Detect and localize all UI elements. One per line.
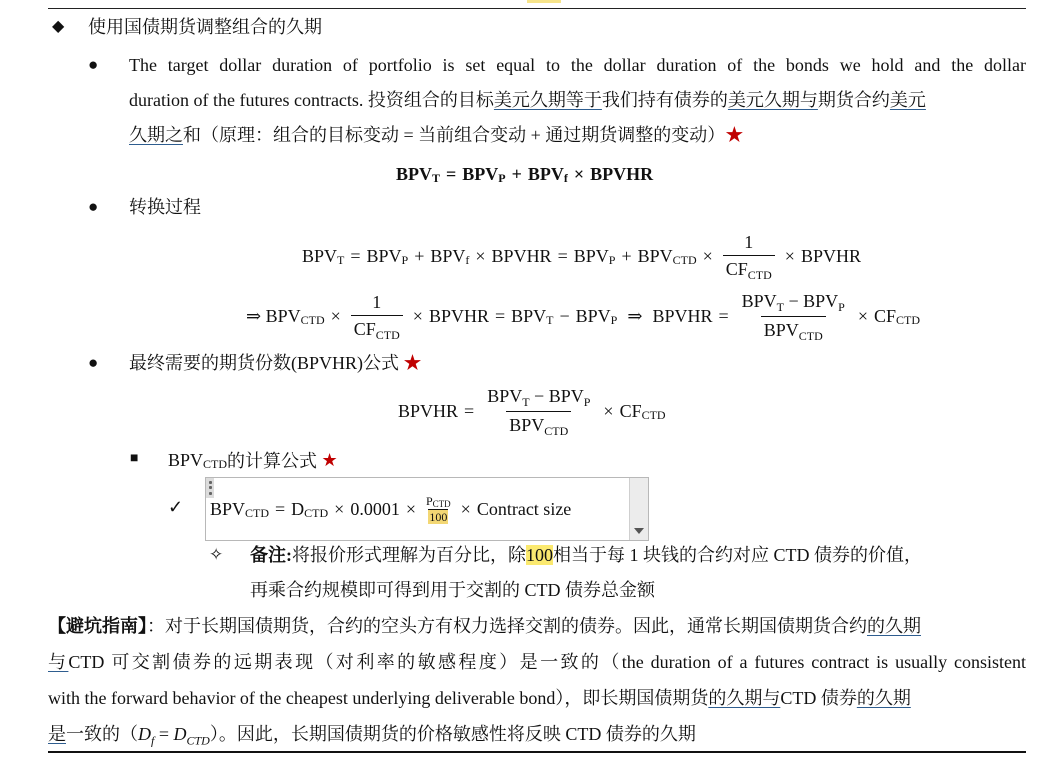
square-bullet-icon: ■ bbox=[130, 451, 139, 466]
star-outline-bullet-icon: ✧ bbox=[209, 545, 224, 564]
diamond-bullet-icon: ◆ bbox=[52, 18, 65, 35]
tip-line1: 【避坑指南】：对于长期国债期货，合约的空头方有权力选择交割的债券。因此，通常长期国债期货合约的久期 bbox=[48, 616, 921, 636]
equation-editor-box[interactable] bbox=[205, 477, 649, 541]
point4-text: BPV $_{CTD}$ 的计算公式 ★ bbox=[168, 449, 338, 471]
tip-line4: 是一致的$(D_f = D_{CTD})$。因此，长期国债期货的价格敏感性将反映 CTD 债券的久期 bbox=[48, 724, 696, 748]
star-icon: ★ bbox=[403, 353, 422, 373]
top-rule bbox=[48, 8, 1026, 9]
point1-line2: duration of the futures contracts. 投资组合的目标美元久期等于我们持有债券的美元久期与期货合约美元 bbox=[129, 90, 926, 110]
price-over-100: $\frac{P_{CTD}}{100}$ bbox=[425, 494, 451, 524]
highlight-mark bbox=[527, 0, 561, 3]
box-scrollbar[interactable] bbox=[629, 478, 648, 540]
bottom-rule bbox=[48, 751, 1026, 753]
point1-line3: 久期之和（原理：组合的目标变动 = 当前组合变动 + 通过期货调整的变动）★ bbox=[129, 125, 744, 145]
equation-transform-2: ⇒ BPV $_{CTD}$ × $\frac{1}{CF_{CTD}}$ × BPVHR = BPV $_T$ − BPV $_P$ ⇒ BPVHR = $\frac{BPV_T - BPV_P}{BPV_{CTD}}$ × CF $_{CTD}$ bbox=[246, 290, 921, 343]
bpv-ctd-formula: BPV $_{CTD}$ = D $_{CTD}$ × 0.0001 × $\frac{P_{CTD}}{100}$ × Contract size bbox=[210, 494, 572, 524]
note-line2: 再乘合约规模即可得到用于交割的 CTD 债券总金额 bbox=[250, 580, 655, 600]
equation-transform-1: BPV $_T$ = BPV $_P$ + BPV $_f$ × BPVHR = BPV $_P$ + BPV $_{CTD}$ × $\frac{1}{CF_{CTD}}$ × BPVHR bbox=[302, 231, 861, 282]
tip-line3: with the forward behavior of the cheapest underlying deliverable bond），即长期国债期货的久期与CTD 债券的久期 bbox=[48, 688, 911, 708]
point1-line1: The target dollar duration of portfolio is set equal to the dollar duration of the bonds we hold and the dollar bbox=[129, 55, 1026, 75]
dropdown-arrow-icon[interactable] bbox=[634, 528, 644, 534]
section-heading: 使用国债期货调整组合的久期 bbox=[88, 17, 322, 37]
equation-bpvhr: BPVHR = $\frac{BPV_T - BPV_P}{BPV_{CTD}}$ × CF $_{CTD}$ bbox=[398, 385, 666, 438]
dot-bullet-icon: ● bbox=[88, 353, 99, 372]
checkmark-icon: ✓ bbox=[168, 497, 184, 517]
equation-bpv-target: BPV $_T$ = BPV $_P$ + BPV $_f$ × BPVHR bbox=[396, 163, 654, 185]
dot-bullet-icon: ● bbox=[88, 197, 99, 216]
tip-line2: 与CTD 可交割债券的远期表现（对利率的敏感程度）是一致的（the duration of a futures contract is usually consistent bbox=[48, 652, 1026, 672]
dot-bullet-icon: ● bbox=[88, 55, 99, 74]
point2-text: 转换过程 bbox=[129, 197, 201, 217]
star-icon: ★ bbox=[321, 449, 338, 470]
point3-text: 最终需要的期货份数(BPVHR)公式 ★ bbox=[129, 353, 422, 373]
note-line1: 备注:将报价形式理解为百分比，除100相当于每 1 块钱的合约对应 CTD 债券的价值， bbox=[250, 545, 922, 565]
star-icon: ★ bbox=[725, 125, 744, 145]
